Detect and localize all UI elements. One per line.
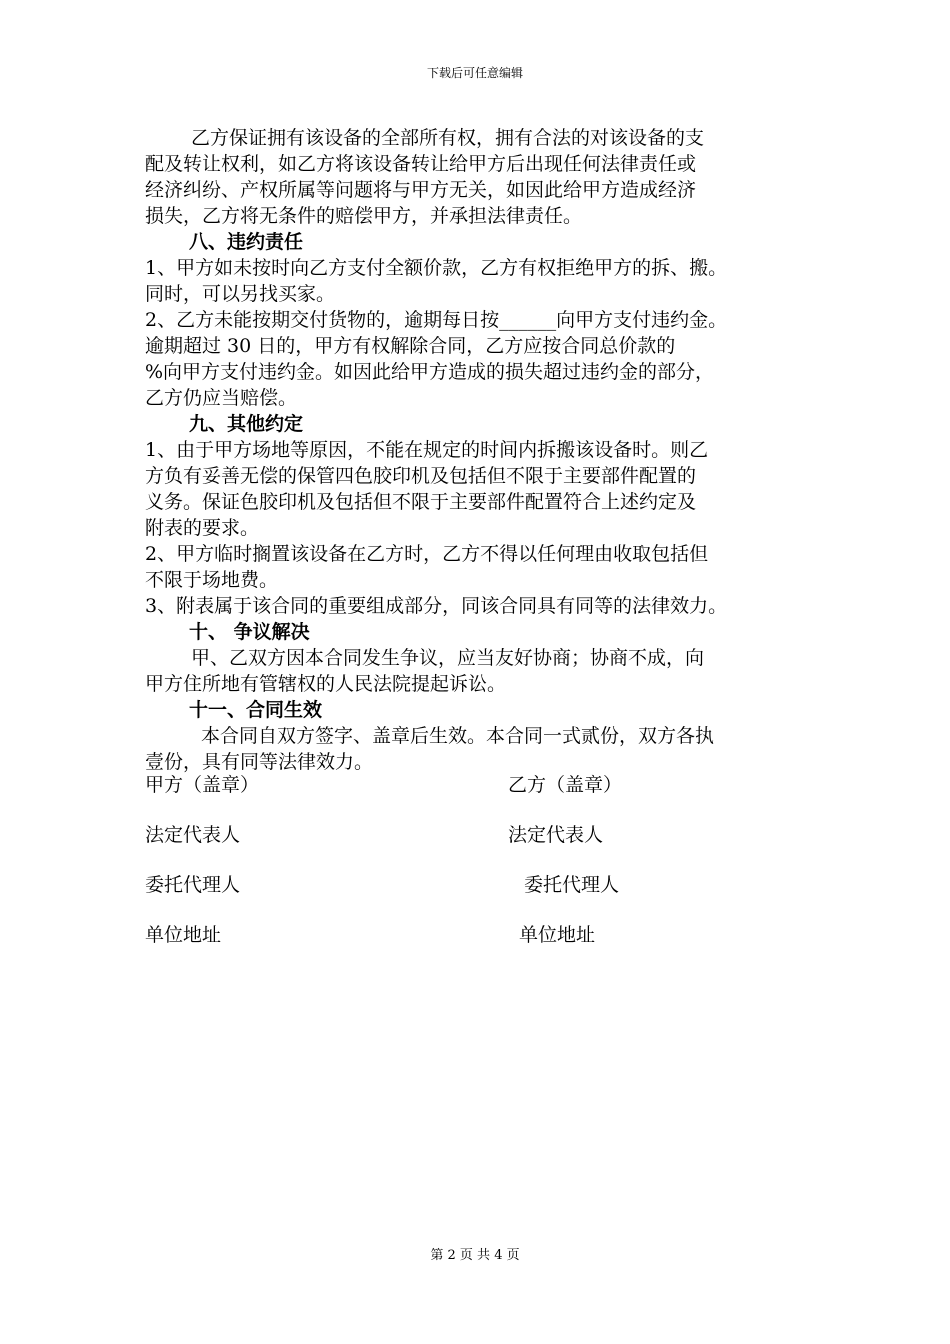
party-b-representative: 法定代表人: [508, 824, 604, 846]
paragraph-line: 义务。保证色胶印机及包括但不限于主要部件配置符合上述约定及: [145, 491, 697, 513]
signature-row: [145, 872, 825, 898]
party-b-address: 单位地址: [519, 924, 596, 946]
paragraph-line: 损失，乙方将无条件的赔偿甲方，并承担法律责任。: [145, 205, 583, 227]
section-heading-dispute: 十、 争议解决: [189, 621, 310, 643]
page-footer: 第 2 页 共 4 页: [430, 1248, 520, 1263]
paragraph-line: 1、甲方如未按时向乙方支付全额价款，乙方有权拒绝甲方的拆、搬。: [145, 257, 728, 279]
paragraph-line: %向甲方支付违约金。如因此给甲方造成的损失超过违约金的部分，: [145, 361, 715, 383]
section-heading-breach: 八、违约责任: [189, 231, 304, 253]
paragraph-line: 2、乙方未能按期交付货物的，逾期每日按______向甲方支付违约金。: [145, 309, 728, 331]
paragraph-line: 乙方仍应当赔偿。: [145, 387, 298, 409]
paragraph-line: 壹份，具有同等法律效力。: [145, 751, 374, 773]
paragraph-line: 本合同自双方签字、盖章后生效。本合同一式贰份，双方各执: [201, 725, 715, 747]
paragraph-line: 经济纠纷、产权所属等问题将与甲方无关，如因此给甲方造成经济: [145, 179, 697, 201]
paragraph-line: 甲、乙双方因本合同发生争议，应当友好协商；协商不成，向: [191, 647, 705, 669]
paragraph-line: 同时，可以另找买家。: [145, 283, 336, 305]
signature-row: [145, 822, 825, 848]
signature-row: [145, 772, 825, 798]
paragraph-line: 附表的要求。: [145, 517, 260, 539]
section-heading-other: 九、其他约定: [189, 413, 304, 435]
paragraph-line: 2、甲方临时搁置该设备在乙方时，乙方不得以任何理由收取包括但: [145, 543, 709, 565]
paragraph-line: 不限于场地费。: [145, 569, 279, 591]
paragraph-line: 乙方保证拥有该设备的全部所有权，拥有合法的对该设备的支: [191, 127, 705, 149]
party-b-agent: 委托代理人: [524, 874, 620, 896]
paragraph-line: 配及转让权利，如乙方将该设备转让给甲方后出现任何法律责任或: [145, 153, 697, 175]
page-header: 下载后可任意编辑: [426, 66, 523, 80]
contract-body: [145, 125, 825, 775]
signature-row: [145, 922, 825, 948]
paragraph-line: 3、附表属于该合同的重要组成部分，同该合同具有同等的法律效力。: [145, 595, 728, 617]
paragraph-line: 方负有妥善无偿的保管四色胶印机及包括但不限于主要部件配置的: [145, 465, 697, 487]
paragraph-line: 逾期超过 30 日的，甲方有权解除合同，乙方应按合同总价款的: [145, 335, 676, 357]
party-a-label: 甲方（盖章）: [145, 774, 260, 796]
party-b-label: 乙方（盖章）: [508, 774, 623, 796]
party-a-agent: 委托代理人: [145, 874, 241, 896]
paragraph-line: 甲方住所地有管辖权的人民法院提起诉讼。: [145, 673, 507, 695]
party-a-address: 单位地址: [145, 924, 222, 946]
party-a-representative: 法定代表人: [145, 824, 241, 846]
paragraph-line: 1、由于甲方场地等原因，不能在规定的时间内拆搬该设备时。则乙: [145, 439, 709, 461]
section-heading-effect: 十一、合同生效: [189, 699, 323, 721]
